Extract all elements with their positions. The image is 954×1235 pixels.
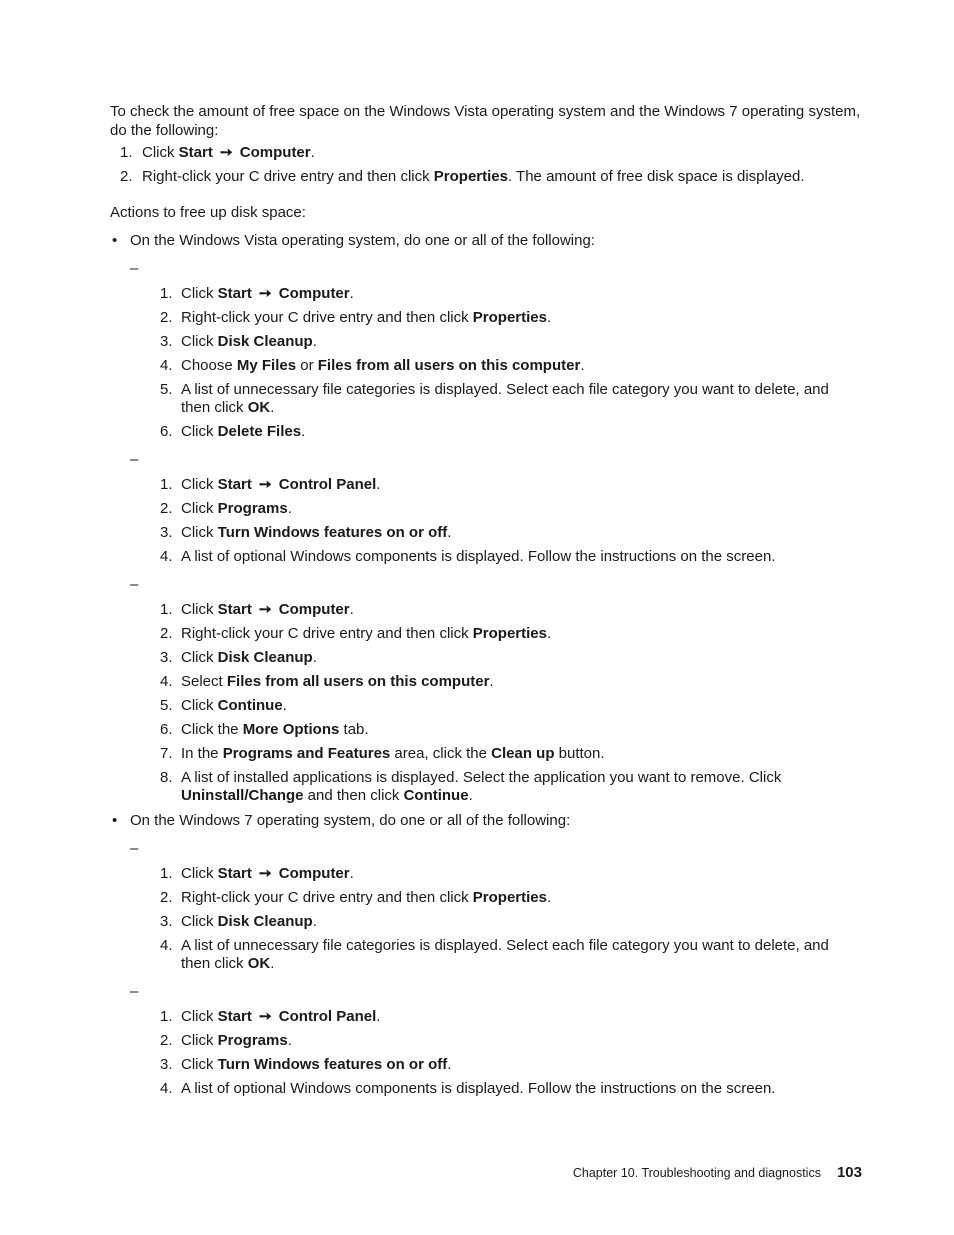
- step-text: Click Start ➙ Computer.: [181, 865, 354, 882]
- actions-intro: Actions to free up disk space:: [110, 204, 306, 221]
- step-text: A list of optional Windows components is displayed. Follow the instructions on the screen.: [181, 548, 776, 565]
- step-text: Click the More Options tab.: [181, 721, 369, 738]
- step-text: Click Delete Files.: [181, 423, 306, 440]
- step-number: 4.: [160, 673, 173, 690]
- step-text: Right-click your C drive entry and then click Properties. The amount of free disk space is displayed.: [142, 168, 805, 185]
- step-text: Choose My Files or Files from all users on this computer.: [181, 357, 585, 374]
- option-block-1-3: [130, 575, 862, 805]
- option-block-2-1: [130, 839, 862, 973]
- step-number: 1.: [160, 601, 173, 618]
- step-text: Click Start ➙ Computer.: [181, 601, 354, 618]
- option-step-4: [130, 937, 862, 973]
- option-block-1-1: [130, 259, 862, 441]
- option-block-2-2: [130, 982, 862, 1098]
- step-number: 2.: [160, 1032, 173, 1049]
- step-text: Click Continue.: [181, 697, 287, 714]
- check-step-2: [110, 167, 862, 186]
- step-number: 3.: [160, 913, 173, 930]
- option-step-1: [130, 601, 862, 619]
- step-number: 3.: [160, 524, 173, 541]
- option-block-1-2: [130, 450, 862, 566]
- intro-paragraph: To check the amount of free space on the Windows Vista operating system and the Windows 7 operating system, do the following:: [110, 103, 861, 139]
- step-text: Click Start ➙ Computer.: [181, 285, 354, 302]
- step-number: 1.: [160, 476, 173, 493]
- option-step-4: [130, 1080, 862, 1098]
- step-number: 3.: [160, 1056, 173, 1073]
- option-step-5: [130, 697, 862, 715]
- step-number: 7.: [160, 745, 173, 762]
- step-text: Click Start ➙ Computer.: [142, 144, 315, 161]
- option-step-4: [130, 357, 862, 375]
- option-step-4: [130, 673, 862, 691]
- option-step-3: [130, 1056, 862, 1074]
- step-number: 5.: [160, 697, 173, 714]
- bullet-icon: •: [112, 812, 118, 829]
- option-step-8: [130, 769, 862, 805]
- step-number: 2.: [160, 625, 173, 642]
- option-step-2: [130, 500, 862, 518]
- step-text: Select Files from all users on this computer.: [181, 673, 494, 690]
- step-number: 4.: [160, 1080, 173, 1097]
- bullet-text: On the Windows 7 operating system, do one or all of the following:: [130, 812, 571, 829]
- step-number: 2.: [160, 889, 173, 906]
- option-step-2: [130, 625, 862, 643]
- sections-container: [110, 231, 862, 1098]
- step-number: 2.: [120, 168, 133, 185]
- step-number: 1.: [120, 144, 133, 161]
- step-text: Click Start ➙ Control Panel.: [181, 476, 381, 493]
- option-step-6: [130, 721, 862, 739]
- step-text: Right-click your C drive entry and then click Properties.: [181, 625, 552, 642]
- step-number: 1.: [160, 865, 173, 882]
- steps-list: [130, 601, 862, 805]
- check-step-1: [110, 143, 862, 162]
- option-dash: –: [130, 840, 139, 857]
- check-steps-list: [110, 143, 862, 186]
- step-text: Click Disk Cleanup.: [181, 913, 317, 930]
- steps-list: [130, 476, 862, 566]
- option-step-3: [130, 649, 862, 667]
- steps-list: [130, 865, 862, 973]
- step-text: Click Turn Windows features on or off.: [181, 1056, 452, 1073]
- steps-list: [130, 1008, 862, 1098]
- step-number: 1.: [160, 285, 173, 302]
- step-text: Click Programs.: [181, 1032, 292, 1049]
- step-text: In the Programs and Features area, click the Clean up button.: [181, 745, 605, 762]
- step-text: Click Start ➙ Control Panel.: [181, 1008, 381, 1025]
- step-text: A list of unnecessary file categories is displayed. Select each file category you want to delete, and then click OK.: [181, 937, 829, 972]
- step-number: 5.: [160, 381, 173, 398]
- step-number: 1.: [160, 1008, 173, 1025]
- step-number: 2.: [160, 309, 173, 326]
- option-step-1: [130, 1008, 862, 1026]
- option-dash: –: [130, 451, 139, 468]
- step-number: 3.: [160, 649, 173, 666]
- step-text: Click Programs.: [181, 500, 292, 517]
- step-text: Click Disk Cleanup.: [181, 333, 317, 350]
- step-text: A list of optional Windows components is displayed. Follow the instructions on the screen.: [181, 1080, 776, 1097]
- step-text: A list of unnecessary file categories is displayed. Select each file category you want to delete, and then click OK.: [181, 381, 829, 416]
- option-step-3: [130, 524, 862, 542]
- step-number: 4.: [160, 937, 173, 954]
- option-step-7: [130, 745, 862, 763]
- option-step-1: [130, 476, 862, 494]
- step-text: Click Turn Windows features on or off.: [181, 524, 452, 541]
- page-number: 103: [836, 1164, 862, 1181]
- bullet-section-1: [110, 231, 862, 250]
- step-number: 2.: [160, 500, 173, 517]
- step-text: Click Disk Cleanup.: [181, 649, 317, 666]
- step-number: 4.: [160, 357, 173, 374]
- option-step-2: [130, 309, 862, 327]
- page-footer: [559, 1164, 862, 1181]
- bullet-text: On the Windows Vista operating system, do one or all of the following:: [130, 232, 595, 249]
- option-step-5: [130, 381, 862, 417]
- step-number: 8.: [160, 769, 173, 786]
- option-step-2: [130, 1032, 862, 1050]
- option-dash: –: [130, 260, 139, 277]
- step-number: 6.: [160, 721, 173, 738]
- option-step-1: [130, 285, 862, 303]
- steps-list: [130, 285, 862, 441]
- option-step-3: [130, 333, 862, 351]
- step-number: 4.: [160, 548, 173, 565]
- bullet-icon: •: [112, 232, 118, 249]
- step-text: Right-click your C drive entry and then click Properties.: [181, 889, 552, 906]
- document-body: [110, 102, 862, 1104]
- option-dash: –: [130, 576, 139, 593]
- option-step-6: [130, 423, 862, 441]
- option-step-4: [130, 548, 862, 566]
- footer-chapter: Chapter 10. Troubleshooting and diagnostics: [572, 1166, 821, 1180]
- bullet-section-2: [110, 811, 862, 830]
- step-number: 6.: [160, 423, 173, 440]
- option-dash: –: [130, 983, 139, 1000]
- step-text: A list of installed applications is displayed. Select the application you want to remove. Click Uninstall/Change and then click Continue.: [181, 769, 782, 804]
- option-step-2: [130, 889, 862, 907]
- step-number: 3.: [160, 333, 173, 350]
- step-text: Right-click your C drive entry and then click Properties.: [181, 309, 552, 326]
- option-step-3: [130, 913, 862, 931]
- option-step-1: [130, 865, 862, 883]
